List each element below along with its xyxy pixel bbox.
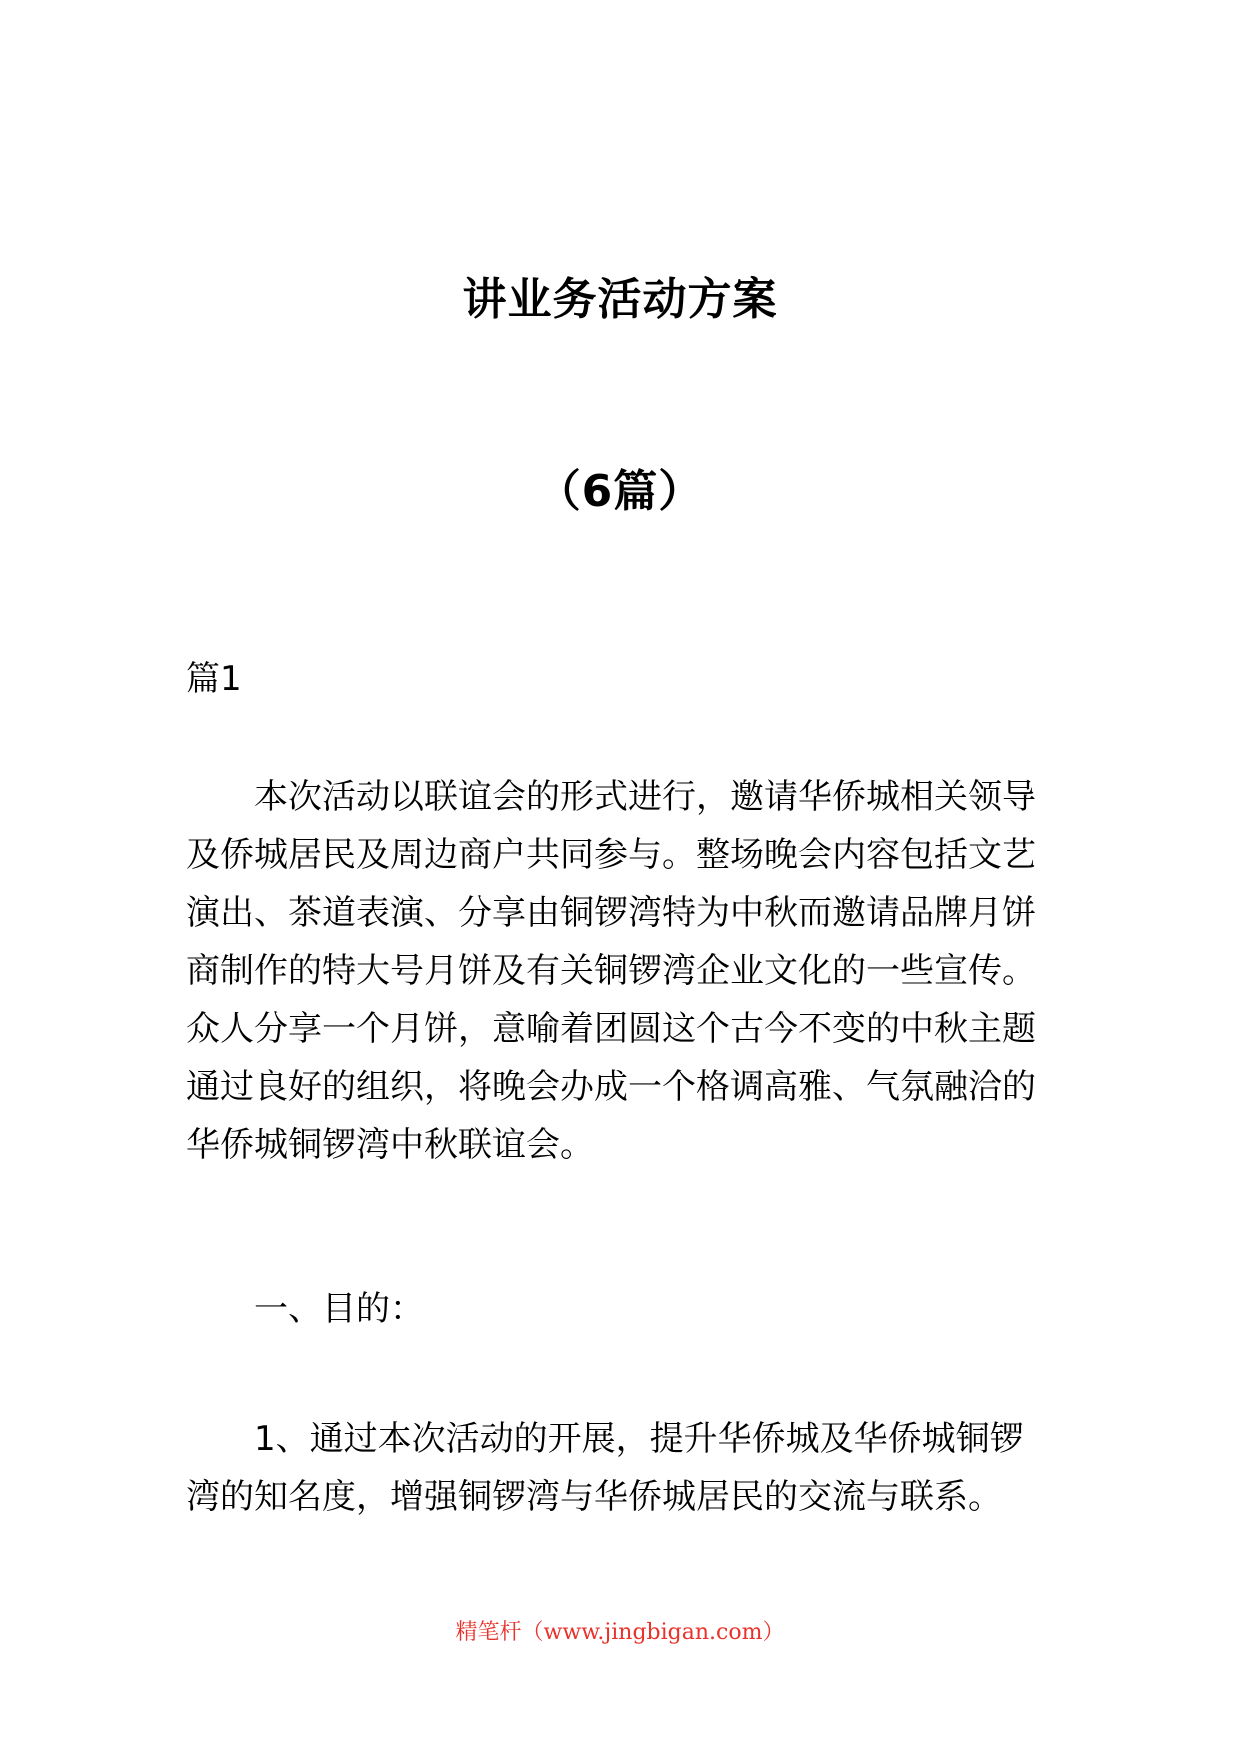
purpose-heading: 一、目的： [254,1289,424,1329]
footer-watermark: 精笔杆（www.jingbigan.com） [455,1620,785,1645]
intro-paragraph: 本次活动以联谊会的形式进行，邀请华侨城相关领导及侨城居民及周边商户共同参与。整场晚会内容包括文艺演出、茶道表演、分享由铜锣湾特为中秋而邀请品牌月饼商制作的特大号月饼及有关铜锣湾企业文化的一些宣传。众人分享一个月饼，意喻着团圆这个古今不变的中秋主题通过良好的组织，将晚会办成一个格调高雅、气氛融洽的华侨城铜锣湾中秋联谊会。 [186,777,1036,1165]
section-label: 篇1 [186,659,242,699]
document-subtitle: （6篇） [536,466,704,517]
purpose-item-1: 1、通过本次活动的开展，提升华侨城及华侨城铜锣湾的知名度，增强铜锣湾与华侨城居民的交流与联系。 [186,1419,1024,1517]
document-title: 讲业务活动方案 [462,274,778,325]
